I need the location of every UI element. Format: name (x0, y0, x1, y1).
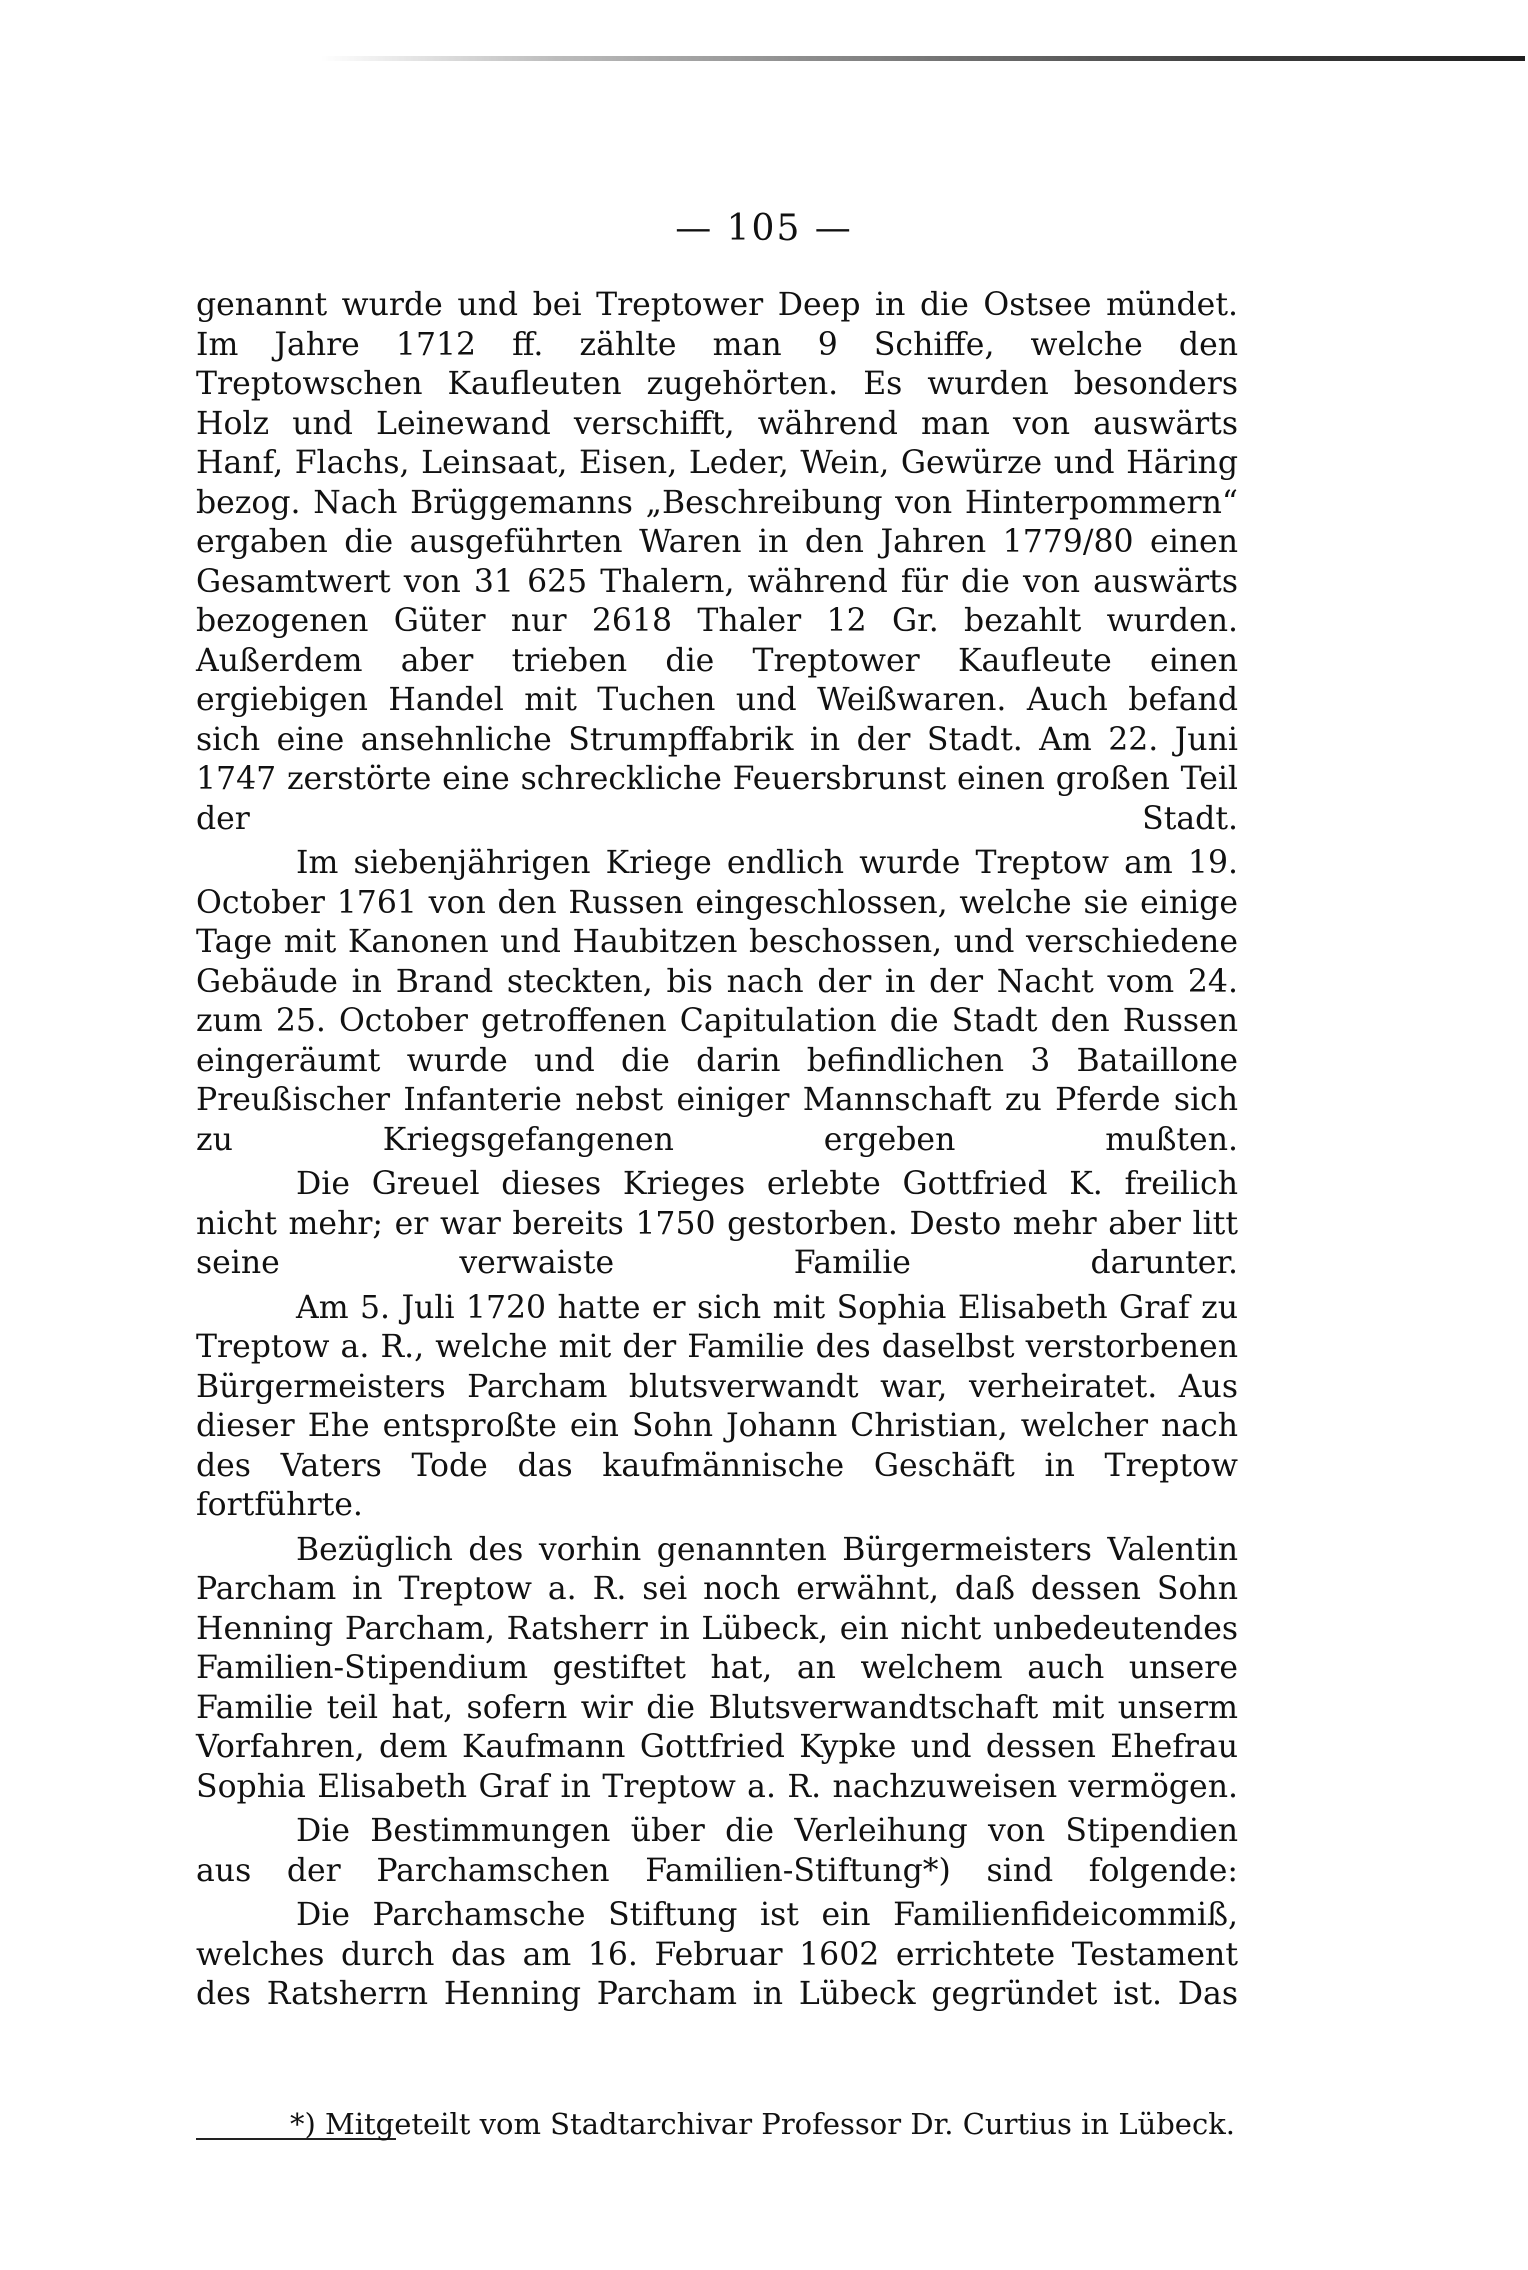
page-number: — 105 — (675, 208, 853, 249)
paragraph-6: Die Bestimmungen über die Verleihung von Stipendien aus der Parchamschen Familien-Stiftung*) sind folgende: (196, 1813, 1238, 1889)
paragraph-5: Bezüglich des vorhin genannten Bürgermeisters Valentin Parcham in Treptow a. R. sei noch erwähnt, daß dessen Sohn Henning Parcham, Ratsherr in Lübeck, ein nicht unbedeutendes Familien-Stipendium gestiftet hat, an welchem auch unsere Familie teil hat, sofern wir die Blutsverwandtschaft mit unserm Vorfahren, dem Kaufmann Gottfried Kypke und dessen Ehefrau Sophia Elisabeth Graf in Treptow a. R. nachzuweisen vermögen. (196, 1531, 1238, 1805)
paragraph-1: genannt wurde und bei Treptower Deep in die Ostsee mündet. Im Jahre 1712 ff. zählte man 9 Schiffe, welche den Treptowschen Kaufleuten zugehörten. Es wurden besonders Holz und Leinewand verschifft, während man von auswärts Hanf, Flachs, Leinsaat, Eisen, Leder, Wein, Gewürze und Häring bezog. Nach Brüggemanns „Beschreibung von Hinterpommern“ ergaben die ausgeführten Waren in den Jahren 1779/80 einen Gesamtwert von 31 625 Thalern, während für die von auswärts bezogenen Güter nur 2618 Thaler 12 Gr. bezahlt wurden. Außerdem aber trieben die Treptower Kaufleute einen ergiebigen Handel mit Tuchen und Weißwaren. Auch befand sich eine ansehnliche Strumpffabrik in der Stadt. Am 22. Juni 1747 zerstörte eine schreckliche Feuersbrunst einen großen Teil der Stadt. (196, 287, 1238, 837)
paragraph-7: Die Parchamsche Stiftung ist ein Familienfideicommiß, welches durch das am 16. Februar 1602 errichtete Testament des Ratsherrn Henning Parcham in Lübeck gegründet ist. Das (196, 1897, 1238, 2012)
paragraph-3: Die Greuel dieses Krieges erlebte Gottfried K. freilich nicht mehr; er war bereits 1750 gestorben. Desto mehr aber litt seine verwaiste Familie darunter. (196, 1166, 1238, 1281)
body-text (196, 286, 1238, 2015)
scan-edge-line (320, 56, 1525, 61)
footnote: *) Mitgeteilt vom Stadtarchivar Professor Dr. Curtius in Lübeck. (290, 2107, 1236, 2141)
paragraph-4: Am 5. Juli 1720 hatte er sich mit Sophia Elisabeth Graf zu Treptow a. R., welche mit der Familie des daselbst verstorbenen Bürgermeisters Parcham blutsverwandt war, verheiratet. Aus dieser Ehe entsproßte ein Sohn Johann Christian, welcher nach des Vaters Tode das kaufmännische Geschäft in Treptow fortführte. (196, 1289, 1238, 1523)
paragraph-2: Im siebenjährigen Kriege endlich wurde Treptow am 19. October 1761 von den Russen eingeschlossen, welche sie einige Tage mit Kanonen und Haubitzen beschossen, und verschiedene Gebäude in Brand steckten, bis nach der in der Nacht vom 24. zum 25. October getroffenen Capitulation die Stadt den Russen eingeräumt wurde und die darin befindlichen 3 Bataillone Preußischer Infanterie nebst einiger Mannschaft zu Pferde sich zu Kriegsgefangenen ergeben mußten. (196, 845, 1238, 1158)
